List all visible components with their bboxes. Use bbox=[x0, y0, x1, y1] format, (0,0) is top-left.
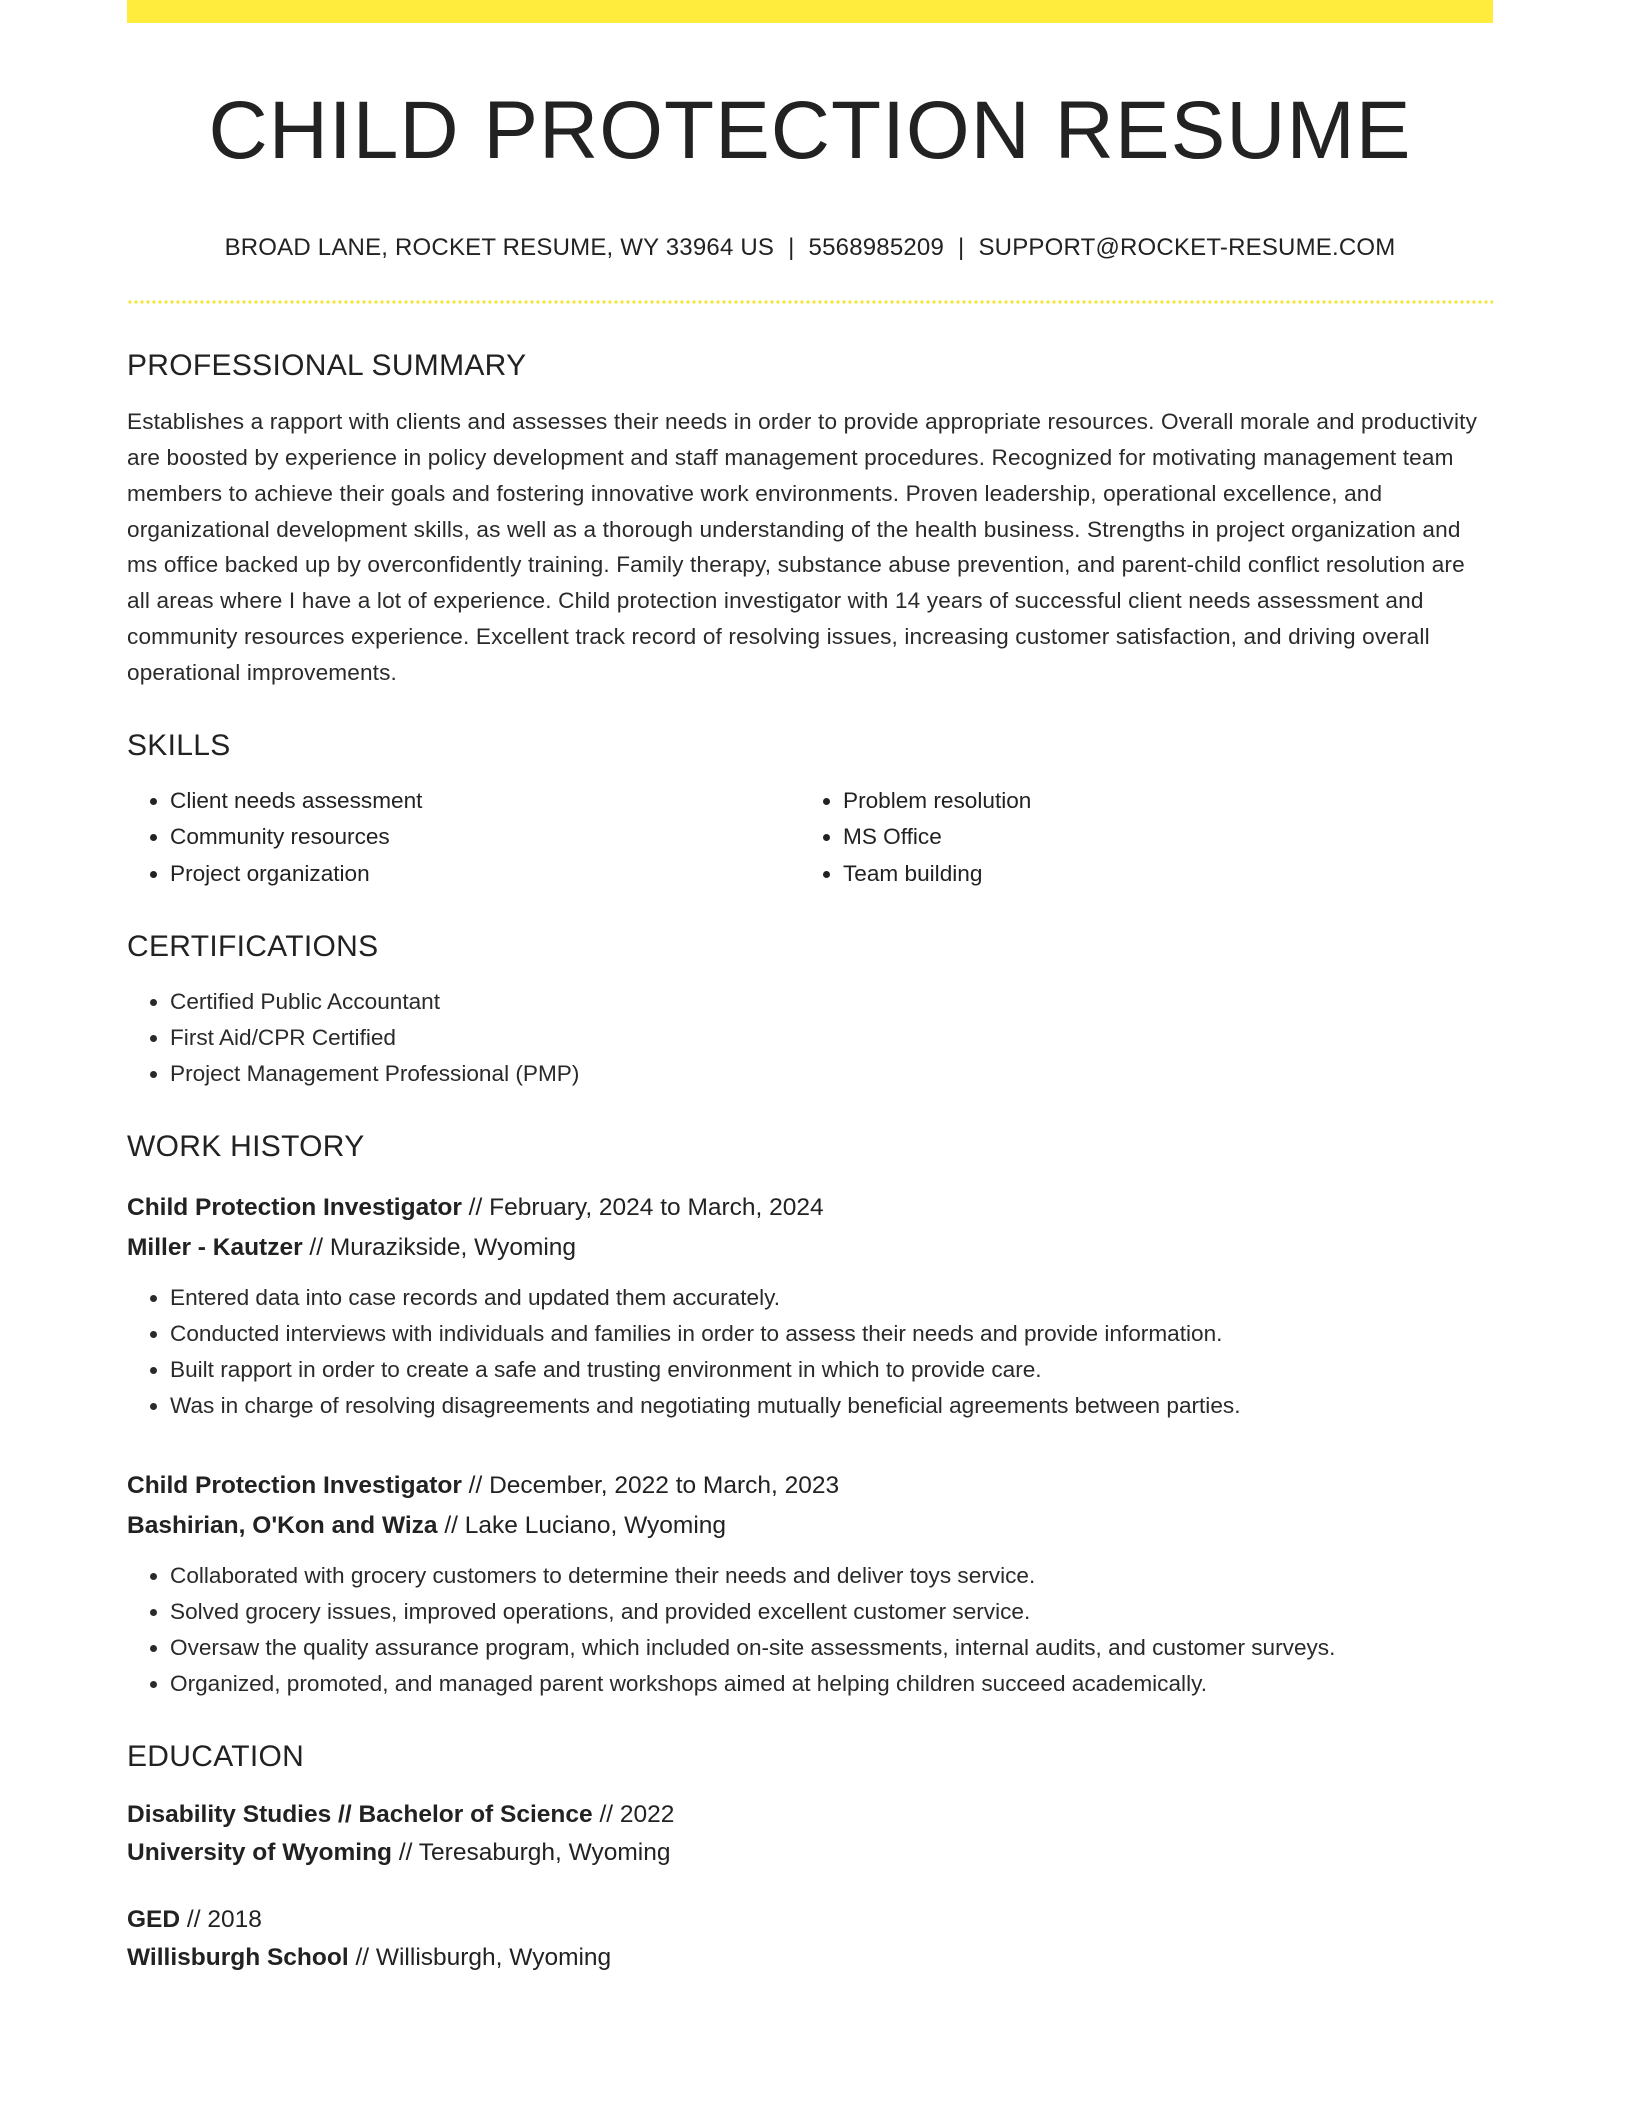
resume-page bbox=[127, 0, 1493, 1976]
skills-list-right bbox=[800, 783, 1473, 893]
education-degree: GED bbox=[127, 1906, 181, 1934]
job-dates: // February, 2024 to March, 2024 bbox=[461, 1194, 824, 1222]
job-dates: // December, 2022 to March, 2023 bbox=[461, 1472, 840, 1500]
education-location: // Willisburgh, Wyoming bbox=[348, 1943, 612, 1971]
job-bullet: • Was in charge of resolving disagreements and negotiating mutually beneficial agreements between parties. bbox=[170, 1388, 1493, 1424]
job-bullet: • Entered data into case records and updated them accurately. bbox=[170, 1280, 1493, 1316]
education-degree-line bbox=[127, 1901, 1493, 1939]
accent-bar bbox=[127, 0, 1493, 23]
education-entry bbox=[127, 1901, 1493, 1976]
contact-phone: 5568985209 bbox=[808, 234, 945, 262]
job-bullet: • Conducted interviews with individuals and families in order to assess their needs and provide information. bbox=[170, 1316, 1493, 1352]
section-heading: EDUCATION bbox=[127, 1740, 305, 1774]
job-company: Bashirian, O'Kon and Wiza bbox=[127, 1512, 438, 1540]
section-heading: PROFESSIONAL SUMMARY bbox=[127, 349, 527, 383]
contact-email[interactable]: SUPPORT@ROCKET-RESUME.COM bbox=[978, 234, 1396, 262]
certification-item: • Project Management Professional (PMP) bbox=[170, 1056, 1493, 1092]
education-year: // 2022 bbox=[592, 1801, 675, 1829]
skills-section bbox=[127, 729, 1493, 893]
summary-section bbox=[127, 349, 1493, 690]
section-heading: SKILLS bbox=[127, 728, 231, 762]
job-bullet: • Organized, promoted, and managed parent workshops aimed at helping children succeed academically. bbox=[170, 1666, 1493, 1702]
job-company: Miller - Kautzer bbox=[127, 1234, 303, 1262]
contact-address: BROAD LANE, ROCKET RESUME, WY 33964 US bbox=[224, 234, 775, 262]
contact-line bbox=[127, 234, 1493, 262]
job-title: Child Protection Investigator bbox=[127, 1194, 462, 1222]
education-degree-line bbox=[127, 1796, 1493, 1834]
job-company-line bbox=[127, 1506, 1493, 1546]
skill-item: • Community resources bbox=[170, 819, 800, 856]
skill-item: • Project organization bbox=[170, 856, 800, 893]
job-bullet: • Solved grocery issues, improved operations, and provided excellent customer service. bbox=[170, 1594, 1493, 1630]
job-title-line bbox=[127, 1466, 1493, 1506]
job-title: Child Protection Investigator bbox=[127, 1472, 462, 1500]
job-company-line bbox=[127, 1228, 1493, 1268]
job-bullets bbox=[127, 1280, 1493, 1424]
skills-grid bbox=[127, 783, 1493, 893]
skill-item: • Team building bbox=[843, 856, 1473, 893]
certification-item: • First Aid/CPR Certified bbox=[170, 1020, 1493, 1056]
section-heading: WORK HISTORY bbox=[127, 1130, 365, 1164]
education-school: Willisburgh School bbox=[127, 1943, 349, 1971]
education-entry bbox=[127, 1796, 1493, 1871]
job-entry bbox=[127, 1188, 1493, 1424]
education-year: // 2018 bbox=[180, 1906, 262, 1934]
job-bullet: • Collaborated with grocery customers to determine their needs and deliver toys service. bbox=[170, 1558, 1493, 1594]
job-bullet: • Oversaw the quality assurance program, which included on-site assessments, internal audits, and customer surveys. bbox=[170, 1630, 1493, 1666]
education-school-line bbox=[127, 1939, 1493, 1977]
certifications-section bbox=[127, 930, 1493, 1092]
summary-text: Establishes a rapport with clients and assesses their needs in order to provide appropriate resources. Overall morale and productivity are boosted by experience in policy development and staff management procedures. Recognized for motivating management team members to achieve their goals and fostering innovative work environments. Proven leadership, operational excellence, and organizational development skills, as well as a thorough understanding of the health business. Strengths in project organization and ms office backed up by overconfidently training. Family therapy, substance abuse prevention, and parent-child conflict resolution are all areas where I have a lot of experience. Child protection investigator with 14 years of successful client needs assessment and community resources experience. Excellent track record of resolving issues, increasing customer satisfaction, and driving overall operational improvements. bbox=[127, 409, 1478, 685]
job-location: // Murazikside, Wyoming bbox=[302, 1234, 577, 1262]
skills-list-left bbox=[127, 783, 800, 893]
education-section bbox=[127, 1740, 1493, 1976]
skill-item: • MS Office bbox=[843, 819, 1473, 856]
job-location: // Lake Luciano, Wyoming bbox=[437, 1512, 727, 1540]
education-school: University of Wyoming bbox=[127, 1838, 393, 1866]
job-bullets bbox=[127, 1558, 1493, 1702]
job-entry bbox=[127, 1466, 1493, 1702]
skill-item: • Problem resolution bbox=[843, 783, 1473, 820]
certification-item: • Certified Public Accountant bbox=[170, 984, 1493, 1020]
contact-separator: | bbox=[788, 234, 795, 262]
dotted-divider bbox=[127, 300, 1493, 304]
certifications-list bbox=[127, 984, 1493, 1092]
work-history-section bbox=[127, 1130, 1493, 1702]
education-location: // Teresaburgh, Wyoming bbox=[392, 1838, 671, 1866]
contact-separator: | bbox=[958, 234, 965, 262]
job-bullet: • Built rapport in order to create a safe and trusting environment in which to provide care. bbox=[170, 1352, 1493, 1388]
resume-title: CHILD PROTECTION RESUME bbox=[208, 85, 1412, 176]
section-heading: CERTIFICATIONS bbox=[127, 930, 379, 964]
skill-item: • Client needs assessment bbox=[170, 783, 800, 820]
education-degree: Disability Studies // Bachelor of Science bbox=[127, 1801, 593, 1829]
job-title-line bbox=[127, 1188, 1493, 1228]
education-school-line bbox=[127, 1834, 1493, 1872]
